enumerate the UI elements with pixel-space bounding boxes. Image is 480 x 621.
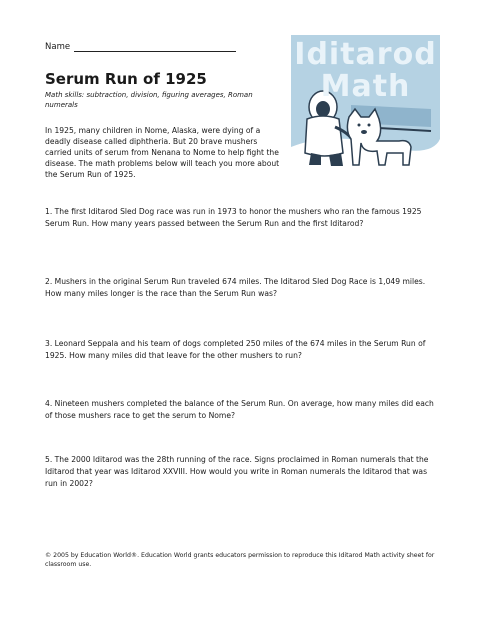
copyright-footer: © 2005 by Education World®. Education World grants educators permission to reproduce this Iditarod Math activity sheet for classroom use.: [45, 552, 435, 568]
math-skills-text: Math skills: subtraction, division, figuring averages, Roman numerals: [45, 91, 253, 109]
logo-word-math: Math: [320, 69, 411, 104]
name-blank-line: [74, 43, 236, 52]
page-title: Serum Run of 1925: [45, 70, 207, 88]
iditarod-math-logo: [291, 35, 440, 175]
name-field: [45, 42, 236, 52]
question-1: 1. The first Iditarod Sled Dog race was run in 1973 to honor the mushers who ran the famous 1925 Serum Run. How many years passed between the Serum Run and the first Iditarod?: [45, 207, 422, 228]
name-label: Name: [45, 42, 71, 52]
question-2: 2. Mushers in the original Serum Run traveled 674 miles. The Iditarod Sled Dog Race is 1,049 miles. How many miles longer is the race than the Serum Run was?: [45, 277, 426, 298]
logo-word-iditarod: Iditarod: [294, 37, 437, 72]
question-3: 3. Leonard Seppala and his team of dogs completed 250 miles of the 674 miles in the Serum Run of 1925. How many miles did that leave for the other mushers to run?: [45, 339, 426, 360]
intro-paragraph: In 1925, many children in Nome, Alaska, were dying of a deadly disease called diphtheria. But 20 brave mushers carried units of serum from Nenana to Nome to help fight the disease. The math problems below will teach you more about the Serum Run of 1925.: [45, 126, 280, 179]
question-5: 5. The 2000 Iditarod was the 28th running of the race. Signs proclaimed in Roman numerals that the Iditarod that year was Iditarod XXVIII. How would you write in Roman numerals the Iditarod that was run in 2002?: [45, 455, 429, 488]
question-4: 4. Nineteen mushers completed the balance of the Serum Run. On average, how many miles did each of those mushers race to get the serum to Nome?: [45, 399, 434, 420]
